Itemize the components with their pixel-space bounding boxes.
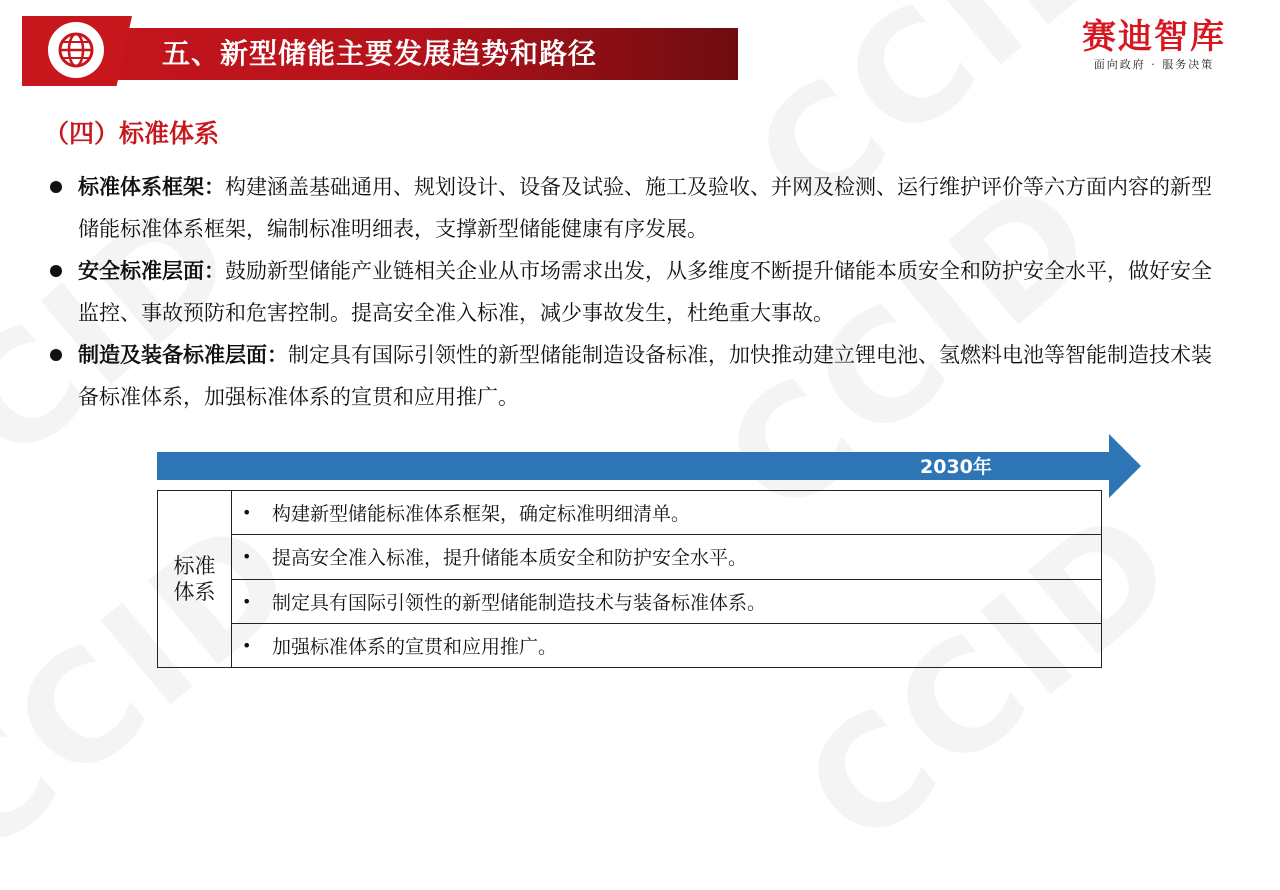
table-rows <box>232 491 1101 667</box>
page-title: 五、新型储能主要发展趋势和路径 <box>162 37 598 70</box>
bullet-text: 制定具有国际引领性的新型储能制造设备标准，加快推动建立锂电池、氢燃料电池等智能制造技术装备标准体系，加强标准体系的宣贯和应用推广。 <box>78 343 1212 409</box>
section-title: （四）标准体系 <box>44 119 220 148</box>
table-category: 标准体系 <box>158 491 232 667</box>
table-row-text: 提高安全准入标准，提升储能本质安全和防护安全水平。 <box>272 547 748 570</box>
table-row <box>232 580 1101 624</box>
globe-icon <box>48 22 104 78</box>
bullet-icon: • <box>242 591 252 611</box>
bullet-icon: • <box>242 503 252 523</box>
bullet-list <box>44 166 1224 418</box>
table-row <box>232 491 1101 535</box>
bullet-dot-icon <box>50 181 62 193</box>
timeline-label: 2030年 <box>920 456 992 478</box>
bullet-text: 鼓励新型储能产业链相关企业从市场需求出发，从多维度不断提升储能本质安全和防护安全水平，做好安全监控、事故预防和危害控制。提高安全准入标准，减少事故发生，杜绝重大事故。 <box>78 259 1212 325</box>
bullet-lead: 标准体系框架： <box>78 175 225 199</box>
bullet-item <box>44 334 1224 418</box>
table-row-text: 加强标准体系的宣贯和应用推广。 <box>272 635 558 658</box>
bullet-icon: • <box>242 635 252 655</box>
bullet-icon: • <box>242 547 252 567</box>
table-row-text: 构建新型储能标准体系框架，确定标准明细清单。 <box>272 503 691 526</box>
bullet-lead: 制造及装备标准层面： <box>78 343 288 367</box>
timeline-arrow <box>157 434 1141 498</box>
bullet-text: 构建涵盖基础通用、规划设计、设备及试验、施工及验收、并网及检测、运行维护评价等六方面内容的新型储能标准体系框架，编制标准明细表，支撑新型储能健康有序发展。 <box>78 175 1212 241</box>
bullet-item <box>44 166 1224 250</box>
table-row-text: 制定具有国际引领性的新型储能制造技术与装备标准体系。 <box>272 591 767 614</box>
brand-name: 赛迪智库 <box>1082 17 1226 57</box>
standards-table <box>157 490 1102 668</box>
bullet-item <box>44 250 1224 334</box>
bullet-lead: 安全标准层面： <box>78 259 225 283</box>
brand-slogan: 面向政府 · 服务决策 <box>1093 58 1215 71</box>
table-row <box>232 535 1101 579</box>
brand-logo <box>1064 16 1244 72</box>
bullet-dot-icon <box>50 265 62 277</box>
table-row <box>232 624 1101 667</box>
bullet-dot-icon <box>50 349 62 361</box>
